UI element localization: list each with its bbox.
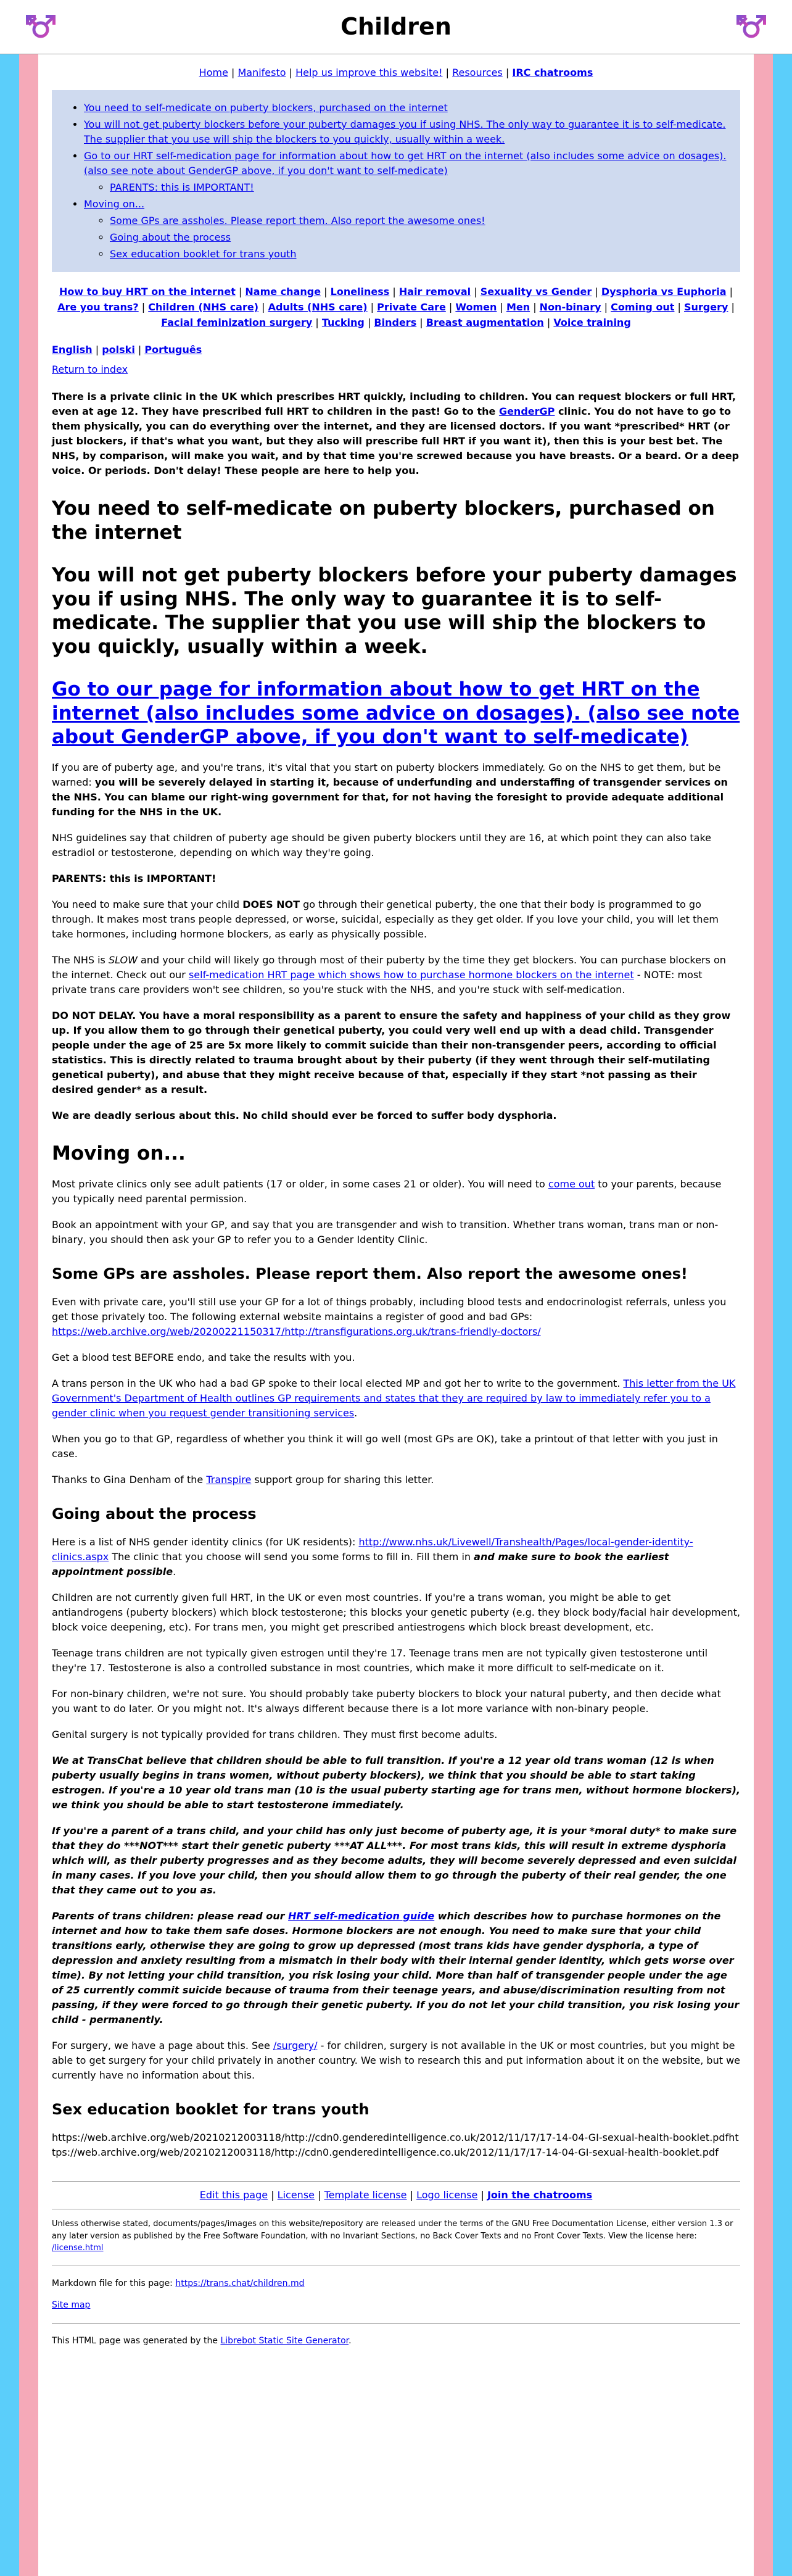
text-link[interactable]: GenderGP (498, 405, 555, 418)
deadly-serious-line (52, 1108, 740, 1123)
markdown-file-line: Markdown file for this page: https://trans.chat/children.md (52, 2278, 305, 2288)
menu-link[interactable]: Loneliness (330, 286, 390, 297)
mp-letter-paragraph: A trans person in the UK who had a bad GP spoke to their local elected MP and got her to write to the government. This letter from the UK Government's Department of Health outlines GP requirements and states that they are required by law to immediately refer you to a gender clinic when you request gender transitioning services. (52, 1377, 736, 1419)
index-link[interactable]: Some GPs are assholes. Please report them. Also report the awesome ones! (110, 215, 485, 226)
surgery-paragraph: For surgery, we have a page about this. See /surgery/ - for children, surgery is not available in the UK or most countries, but you might be able to get surgery for your child privately in another country. We wish to research this and put information about it on the website, but we currently have no information about this. (52, 2040, 741, 2082)
non-binary-paragraph: For non-binary children, we're not sure. You should probably take puberty blockers to block your natural puberty, and then decide what you want to do later. Or you might not. It's always different because there is a lot more variance with non-binary people. (52, 1688, 721, 1715)
intro-paragraph (52, 389, 740, 478)
top-nav-link[interactable]: Manifesto (237, 67, 286, 78)
text-link[interactable]: This letter from the UK Government's Department of Health outlines GP requirements and states that they are required by law to immediately refer you to a gender clinic when you request gender transitioning services (52, 1377, 736, 1419)
parents-guide-paragraph (52, 1909, 740, 2027)
do-not-delay-paragraph (52, 1008, 740, 1097)
index-item (84, 197, 733, 262)
language-switcher (52, 343, 740, 357)
main-content (38, 54, 754, 2406)
parents-important-line (52, 871, 740, 886)
heading-process: Going about the process (52, 1505, 257, 1523)
separator: | (674, 301, 684, 313)
index-subitem (110, 180, 733, 195)
genital-surgery-line: Genital surgery is not typically provided for trans children. They must first become adults. (52, 1729, 498, 1741)
top-nav-link[interactable]: IRC chatrooms (512, 67, 593, 78)
clinics-list-paragraph: Here is a list of NHS gender identity clinics (for UK residents): http://www.nhs.uk/Livewell/Transhealth/Pages/local-gender-identity-clinics.aspx The clinic that you choose will send you some forms to fill in. Fill them in and make sure to book the earliest appointment possible. (52, 1536, 693, 1578)
top-nav-link[interactable]: Help us improve this website! (295, 67, 443, 78)
text-link[interactable]: /surgery/ (273, 2040, 318, 2052)
menu-link[interactable]: Men (506, 301, 530, 313)
menu-link[interactable]: Breast augmentation (426, 316, 544, 328)
article (52, 389, 740, 2160)
top-nav-link[interactable]: Resources (452, 67, 503, 78)
separator: | (286, 67, 296, 78)
footer-link[interactable]: Logo license (416, 2189, 478, 2201)
index-subitem (110, 230, 733, 245)
index-link[interactable]: Going about the process (110, 231, 231, 243)
index-link[interactable]: You will not get puberty blockers before your puberty damages you if using NHS. The only way to guarantee it is to self-medicate. The supplier that you use will ship the blockers to you quickly, usually within a week. (84, 118, 726, 145)
does-not-paragraph: You need to make sure that your child DOES NOT go through their genetical puberty, the one that their body is programmed to go through. It makes most trans people depressed, or worse, suicidal, especially as they get older. If you love your child, you will let them take hormones, including hormone blockers, as early as physically possible. (52, 899, 719, 941)
separator: | (530, 301, 540, 313)
separator: | (258, 301, 268, 313)
sitemap-line (52, 2299, 740, 2312)
menu-link[interactable]: Children (NHS care) (148, 301, 259, 313)
text-link[interactable]: come out (548, 1178, 595, 1190)
index-link[interactable]: Sex education booklet for trans youth (110, 248, 297, 260)
text-span: DO NOT DELAY. You have a moral responsibility as a parent to ensure the safety and happiness of your child as they grow up. If you allow them to go through their genetical puberty, you could very well end up with a dead child. Transgender people under the age of 25 are 5x more likely to commit suicide than their non-transgender peers, according to official statistics. This is directly related to trauma brought about by their puberty (if they went through their self-mutilating genetical puberty), and abuse that they might receive because of that, especially if they start *not passing as their desired gender* as a result. (52, 1010, 731, 1096)
puberty-age-paragraph: If you are of puberty age, and you're trans, it's vital that you start on puberty blockers immediately. Go on the NHS to get them, but be warned: you will be severely delayed in starting it, because of underfunding and understaffing of transgender services on the NHS. You can blame our right-wing government for that, for not having the foresight to provide adequate additional funding for the NHS in the UK. (52, 762, 728, 818)
sex-ed-url-paragraph: https://web.archive.org/web/20210212003118/http://cdn0.genderedintelligence.co.uk/2012/11/17/17-14-04-GI-sexual-health-booklet.pdfhttps://web.archive.org/web/20210212003118/http://cdn0.genderedintelligence.co.uk/2012/11/17/17-14-04-GI-sexual-health-booklet.pdf (52, 2132, 739, 2159)
language-link[interactable]: polski (102, 344, 135, 356)
separator: | (138, 301, 149, 313)
separator: | (497, 301, 506, 313)
return-line (52, 362, 740, 377)
text-link[interactable]: https://trans.chat/children.md (175, 2278, 305, 2288)
text-span: SLOW (108, 954, 138, 966)
nhs-guidelines-paragraph: NHS guidelines say that children of puberty age should be given puberty blockers until they are 16, at which point they can also take estradiol or testosterone, depending on which way they're going. (52, 832, 711, 859)
book-appointment-paragraph: Book an appointment with your GP, and say that you are transgender and wish to transition. Whether trans woman, trans man or non-binary, you should then ask your GP to refer you to a Gender Identity Clinic. (52, 1218, 719, 1245)
separator: | (442, 67, 453, 78)
top-nav-link[interactable]: Home (199, 67, 228, 78)
gp-register-paragraph: Even with private care, you'll still use your GP for a lot of things probably, including blood tests and endocrinologist referrals, unless you get those privately too. The following external website maintains a register of good and bad GPs: https://web.archive.org/web/20200221150317/http://transfigurations.org.uk/trans-friendly-doctors/ (52, 1296, 727, 1338)
separator: | (592, 286, 601, 297)
flag-stripes-background (0, 54, 792, 2576)
separator: | (235, 286, 245, 297)
separator: | (268, 2189, 278, 2201)
text-link[interactable]: Transpire (206, 1474, 252, 1486)
text-link[interactable]: Librebot Static Site Generator (220, 2335, 349, 2346)
thanks-paragraph: Thanks to Gina Denham of the Transpire support group for sharing this letter. (52, 1474, 434, 1486)
nhs-slow-paragraph: The NHS is SLOW and your child will likely go through most of their puberty by the time they get blockers. You can purchase blockers on the internet. Check out our self-medication HRT page which shows how to purchase hormone blockers on the internet - NOTE: most private trans care providers won't see children, so you're stuck with the NHS, and you're stuck with self-medication. (52, 954, 726, 996)
index-link[interactable]: Moving on... (84, 198, 145, 210)
heading-no-blockers-nhs: You will not get puberty blockers before your puberty damages you if using NHS. The only way to guarantee it is to self-medicate. The supplier that you use will ship the blockers to you quickly, usually within a week. (52, 563, 737, 659)
heading-hrt-page-link (52, 678, 740, 749)
separator: | (601, 301, 611, 313)
index-subitem (110, 247, 733, 262)
text-link[interactable]: /license.html (52, 2243, 104, 2253)
text-span: We at TransChat believe that children should be able to full transition. If you're a 12 year old trans woman (12 is when puberty usually begins in trans women, without puberty blockers), we think that you should be able to start taking estrogen. If you're a 10 year old trans man (10 is the usual puberty starting age for trans men, without hormone blockers), we think you should be able to start testosterone immediately. (52, 1755, 740, 1811)
text-span: Parents of trans children: please read our (52, 1910, 289, 1922)
text-link[interactable]: http://www.nhs.uk/Livewell/Transhealth/Pages/local-gender-identity-clinics.aspx (52, 1536, 693, 1563)
license-text: Unless otherwise stated, documents/pages/images on this website/repository are released under the terms of the GNU Free Documentation License, either version 1.3 or any later version as published by the Free Software Foundation, with no Invariant Sections, no Back Cover Texts and no Front Cover Texts. View the license here: /license.html (52, 2219, 733, 2253)
footer-link[interactable]: Join the chatrooms (487, 2189, 593, 2201)
footer-link[interactable]: Edit this page (199, 2189, 268, 2201)
return-to-index-link[interactable]: Return to index (52, 364, 128, 376)
text-span: you will be severely delayed in starting it, because of underfunding and understaffing of transgender services on the NHS. You can blame our right-wing government for that, for not having the foresight to provide adequate additional funding for the NHS in the UK. (52, 776, 728, 818)
transchat-belief-paragraph (52, 1753, 740, 1813)
index-sublist (84, 214, 733, 262)
text-span: and make sure to book the earliest appointment possible (52, 1551, 669, 1578)
language-link[interactable]: Português (144, 344, 202, 356)
separator: | (367, 301, 377, 313)
separator: | (502, 67, 513, 78)
menu-link[interactable]: Coming out (611, 301, 675, 313)
menu-link[interactable]: Dysphoria vs Euphoria (601, 286, 727, 297)
divider (52, 2323, 740, 2324)
menu-link[interactable]: Name change (245, 286, 321, 297)
separator: | (543, 316, 554, 328)
index-link[interactable]: You need to self-medicate on puberty blockers, purchased on the internet (84, 102, 448, 114)
generator-line: This HTML page was generated by the Librebot Static Site Generator. (52, 2335, 352, 2346)
footer-link[interactable]: License (277, 2189, 315, 2201)
menu-link[interactable]: How to buy HRT on the internet (59, 286, 236, 297)
index-item (84, 117, 733, 147)
site-header (0, 0, 792, 54)
index-list (59, 101, 733, 262)
separator: | (389, 286, 399, 297)
separator: | (726, 286, 733, 297)
heading-sex-ed: Sex education booklet for trans youth (52, 2101, 369, 2119)
menu-link[interactable]: Private Care (377, 301, 446, 313)
separator: | (416, 316, 426, 328)
text-link[interactable]: Go to our page for information about how to get HRT on the internet (also includes some advice on dosages). (also see note about GenderGP above, if you don't want to self-medicate) (52, 678, 740, 749)
text-span: DOES NOT (242, 899, 300, 911)
index-item (84, 101, 733, 115)
text-link[interactable]: https://web.archive.org/web/20200221150317/http://transfigurations.org.uk/trans-friendly-doctors/ (52, 1326, 541, 1338)
separator: | (312, 316, 322, 328)
moral-duty-paragraph (52, 1824, 740, 1898)
index-item (84, 149, 733, 195)
heading-self-medicate: You need to self-medicate on puberty blockers, purchased on the internet (52, 497, 715, 544)
separator: | (228, 67, 238, 78)
top-nav (52, 65, 740, 80)
separator: | (477, 2189, 487, 2201)
page-title: Children (340, 12, 452, 40)
menu-link[interactable]: Voice training (553, 316, 631, 328)
site-menu (52, 285, 740, 330)
printout-paragraph: When you go to that GP, regardless of whether you think it will go well (most GPs are OK), take a printout of that letter with you just in case. (52, 1433, 718, 1460)
separator: | (134, 344, 145, 356)
footer-link[interactable]: Template license (324, 2189, 407, 2201)
separator: | (445, 301, 456, 313)
text-span: If you're a parent of a trans child, and your child has only just become of puberty age, it is your *moral duty* to make sure that they do ***NOT*** start their genetic puberty ***AT ALL***. For most trans kids, this will result in extreme dysphoria which will, as their puberty progresses and as they become adults, they will become severely depressed and even suicidal in many cases. If you love your child, then you should allow them to go through the puberty of their real gender, the one that they came out to you as. (52, 1825, 737, 1897)
separator: | (406, 2189, 417, 2201)
separator: | (321, 286, 331, 297)
menu-link[interactable]: Hair removal (398, 286, 471, 297)
menu-link[interactable]: Facial feminization surgery (161, 316, 313, 328)
heading-gps: Some GPs are assholes. Please report them. Also report the awesome ones! (52, 1265, 688, 1282)
footer-links-bar (52, 2181, 740, 2209)
heading-moving-on: Moving on... (52, 1142, 186, 1165)
menu-link[interactable]: Tucking (321, 316, 365, 328)
menu-link[interactable]: Adults (NHS care) (268, 301, 368, 313)
text-span: which describes how to purchase hormones on the internet and how to take them safe doses. Hormone blockers are not enough. You need to make sure that your child transitions early, otherwise they are going to grow up depressed (most trans kids have gender dysphoria, a type of depression and anxiety resulting from a mismatch in their body with their internal gender identity, which gets worse over time). By not letting your child transition, you risk losing your child. More than half of transgender people under the age of 25 currently commit suicide because of trauma from their teenage years, and abuse/discrimination resulting from not passing, if they were forced to go through their genetic puberty. If you do not let your child transition, you risk losing your child - permanently. (52, 1910, 740, 2026)
separator: | (471, 286, 481, 297)
language-link[interactable]: English (52, 344, 93, 356)
index-sublist (84, 180, 733, 195)
text-span: clinic. You do not have to go to them physically, you can do everything over the internet, and they are licensed doctors. If you want *prescribed* HRT (or just blockers, if that's what you want, but they also will prescribe full HRT if you want it), then this is your best bet. The NHS, by comparison, will make you wait, and by that time you're screwed because you have breasts. Or a beard. Or a deep voice. Or periods. Don't delay! These people are here to help you. (52, 405, 739, 477)
transgender-symbol-right-icon (732, 7, 771, 46)
transgender-symbol-left-icon (21, 7, 60, 46)
text-link[interactable]: self-medication HRT page which shows how to purchase hormone blockers on the internet (188, 969, 634, 981)
teenage-paragraph: Teenage trans children are not typically given estrogen until they're 17. Teenage trans men are not typically given testosterone until they're 17. Testosterone is also a controlled substance in most countries, which make it more difficult to self-medicate on it. (52, 1647, 708, 1674)
menu-link[interactable]: Sexuality vs Gender (480, 286, 592, 297)
index-subitem (110, 214, 733, 228)
separator: | (364, 316, 374, 328)
sitemap-link[interactable]: Site map (52, 2300, 91, 2310)
children-hrt-paragraph: Children are not currently given full HRT, in the UK or even most countries. If you're a trans woman, you might be able to get antiandrogens (puberty blockers) which block testosterone; this blocks your genetic puberty (e.g. they block body/facial hair development, block voice deepening, etc). For trans men, you might get prescribed antiestrogens which block breast development, etc. (52, 1592, 740, 1634)
menu-link[interactable]: Non-binary (539, 301, 601, 313)
separator: | (315, 2189, 324, 2201)
menu-link[interactable]: Binders (374, 316, 417, 328)
text-link[interactable]: HRT self-medication guide (288, 1910, 435, 1922)
separator: | (92, 344, 102, 356)
text-span: We are deadly serious about this. No child should ever be forced to suffer body dysphoria. (52, 1110, 557, 1122)
menu-link[interactable]: Women (455, 301, 497, 313)
menu-link[interactable]: Surgery (684, 301, 728, 313)
index-box (52, 90, 740, 272)
index-link[interactable]: PARENTS: this is IMPORTANT! (110, 181, 254, 193)
private-clinics-paragraph: Most private clinics only see adult patients (17 or older, in some cases 21 or older). You will need to come out to your parents, because you typically need parental permission. (52, 1178, 722, 1205)
text-span: There is a private clinic in the UK which prescribes HRT quickly, including to children. You can request blockers or full HRT, even at age 12. They have prescribed full HRT to children in the past! Go to the (52, 391, 736, 418)
text-span: PARENTS: this is IMPORTANT! (52, 873, 217, 885)
blood-test-line: Get a blood test BEFORE endo, and take the results with you. (52, 1352, 355, 1364)
separator: | (728, 301, 735, 313)
index-link[interactable]: Go to our HRT self-medication page for information about how to get HRT on the internet (also includes some advice on dosages). (also see note about GenderGP above, if you don't want to self-medicate) (84, 150, 727, 177)
menu-link[interactable]: Are you trans? (57, 301, 139, 313)
